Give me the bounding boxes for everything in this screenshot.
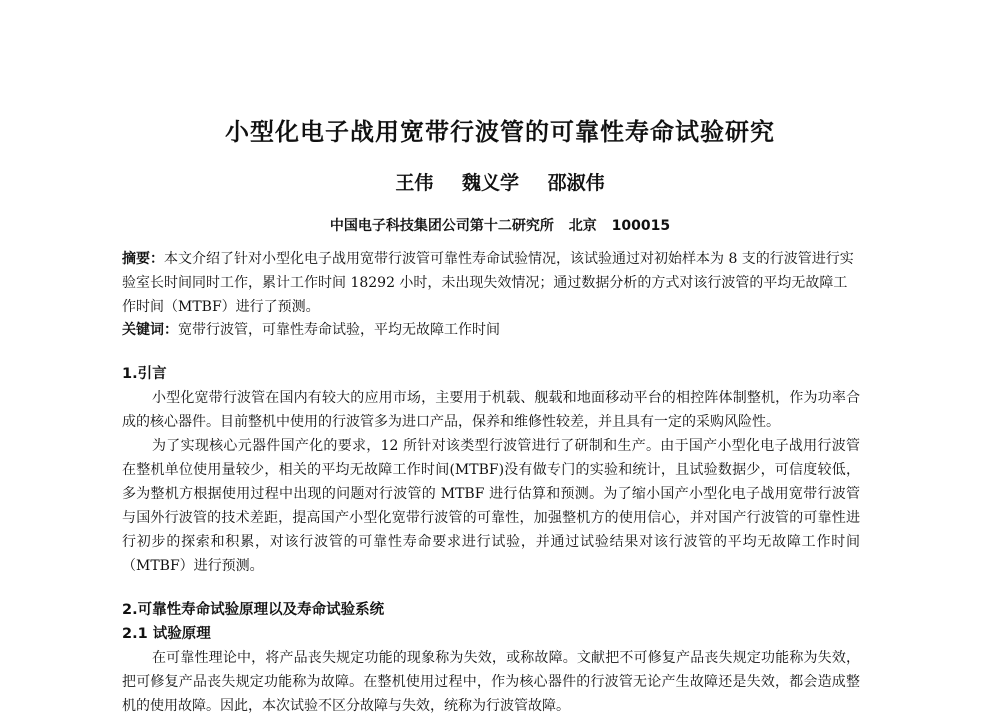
subsection-heading: 2.1 试验原理 [122, 626, 211, 642]
section-principle [122, 598, 860, 718]
affiliation: 中国电子科技集团公司第十二研究所 北京 100015 [329, 218, 671, 234]
paragraph: 小型化宽带行波管在国内有较大的应用市场，主要用于机载、舰载和地面移动平台的相控阵体制整机，作为功率合成的核心器件。目前整机中使用的行波管多为进口产品，保养和维修性较差，并且具有一定的采购风险性。 [122, 390, 860, 430]
abstract-label: 摘要： [122, 251, 164, 267]
section-heading: 1.引言 [122, 366, 167, 382]
section-introduction [122, 362, 860, 578]
section-heading: 2.可靠性寿命试验原理以及寿命试验系统 [122, 602, 385, 618]
paper-title: 小型化电子战用宽带行波管的可靠性寿命试验研究 [225, 118, 775, 146]
paragraph: 在可靠性理论中，将产品丧失规定功能的现象称为失效，或称故障。文献把不可修复产品丧失规定功能称为失效，把可修复产品丧失规定功能称为故障。在整机使用过程中，作为核心器件的行波管无论产生故障还是失效，都会造成整机的使用故障。因此，本次试验不区分故障与失效，统称为行波管故障。 [122, 650, 860, 714]
author-list: 王伟 魏义学 邵淑伟 [395, 172, 605, 194]
abstract [122, 247, 860, 319]
keywords-text: 宽带行波管，可靠性寿命试验，平均无故障工作时间 [178, 322, 500, 338]
keywords-label: 关键词： [122, 322, 178, 338]
abstract-text: 本文介绍了针对小型化电子战用宽带行波管可靠性寿命试验情况，该试验通过对初始样本为 8 支的行波管进行实验室长时间同时工作，累计工作时间 18292 小时，未出现失效情况；通过数据分析的方式对该行波管的平均无故障工作时间（MTBF）进行了预测。 [122, 251, 854, 315]
keywords [122, 318, 860, 342]
paragraph: 为了实现核心元器件国产化的要求，12 所针对该类型行波管进行了研制和生产。由于国产小型化电子战用行波管在整机单位使用量较少，相关的平均无故障工作时间(MTBF)没有做专门的实验和统计，且试验数据少，可信度较低，多为整机方根据使用过程中出现的问题对行波管的 MTBF 进行估算和预测。为了缩小国产小型化电子战用宽带行波管与国外行波管的技术差距，提高国产小型化宽带行波管的可靠性，加强整机方的使用信心，并对国产行波管的可靠性进行初步的探索和积累，对该行波管的可靠性寿命要求进行试验，并通过试验结果对该行波管的平均无故障工作时间（MTBF）进行预测。 [122, 438, 860, 574]
